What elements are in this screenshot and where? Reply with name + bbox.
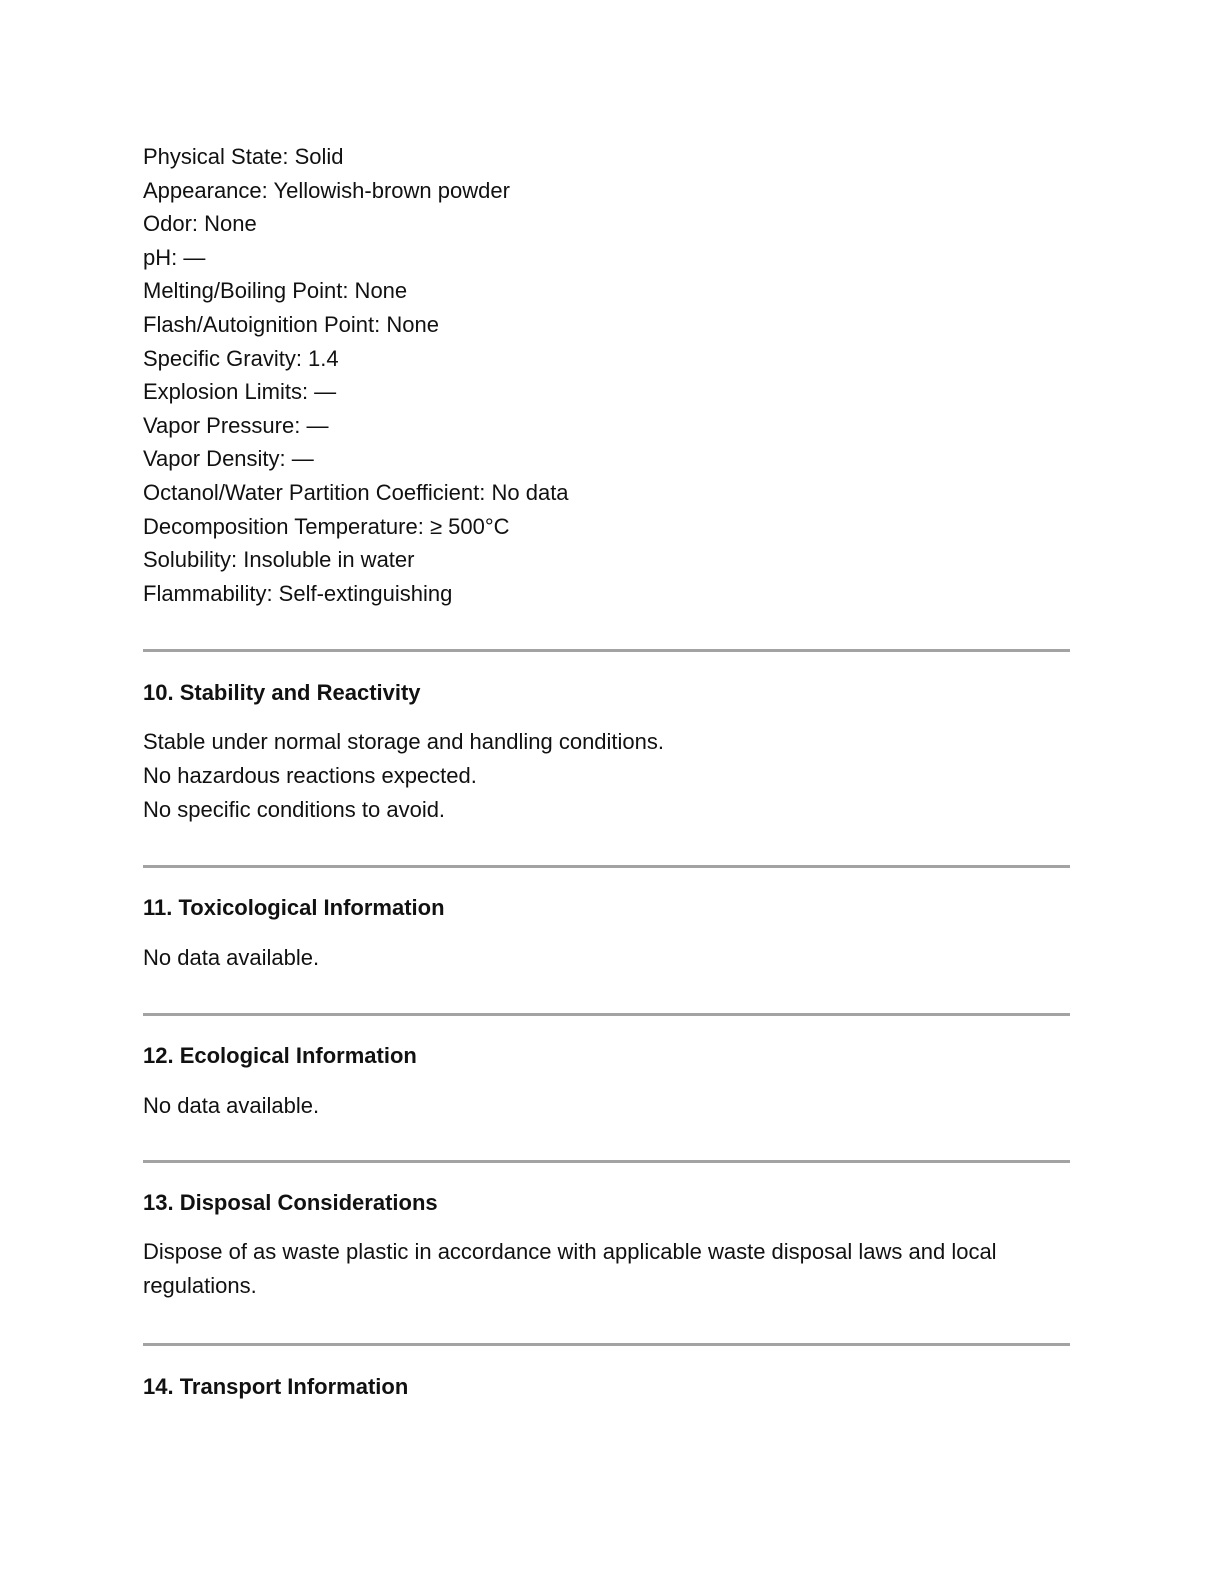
section-toxicological-information bbox=[143, 893, 1070, 975]
document-page bbox=[143, 140, 1070, 1402]
property-partition-coefficient: Octanol/Water Partition Coefficient: No data bbox=[143, 479, 569, 505]
section-stability-reactivity bbox=[143, 678, 1070, 826]
property-flash-autoignition-point: Flash/Autoignition Point: None bbox=[143, 311, 439, 337]
section-divider bbox=[143, 1160, 1070, 1163]
section-divider bbox=[143, 649, 1070, 652]
section-text-line: No specific conditions to avoid. bbox=[143, 796, 446, 822]
section-transport-information bbox=[143, 1372, 1070, 1402]
section-text-line: Stable under normal storage and handling conditions. bbox=[143, 729, 665, 755]
section-ecological-information bbox=[143, 1041, 1070, 1123]
property-specific-gravity: Specific Gravity: 1.4 bbox=[143, 345, 339, 371]
section-divider bbox=[143, 865, 1070, 868]
property-appearance: Appearance: Yellowish-brown powder bbox=[143, 177, 510, 203]
property-explosion-limits: Explosion Limits: — bbox=[143, 379, 337, 405]
section-divider bbox=[143, 1013, 1070, 1016]
section-divider bbox=[143, 1343, 1070, 1346]
section-title: 10. Stability and Reactivity bbox=[143, 680, 421, 706]
property-melting-boiling-point: Melting/Boiling Point: None bbox=[143, 278, 408, 304]
property-odor: Odor: None bbox=[143, 211, 257, 237]
property-physical-state: Physical State: Solid bbox=[143, 144, 344, 169]
property-decomposition-temperature: Decomposition Temperature: ≥ 500°C bbox=[143, 513, 510, 539]
physical-properties-list bbox=[143, 140, 1070, 610]
property-ph: pH: — bbox=[143, 244, 206, 270]
section-text: No data available. bbox=[143, 1092, 320, 1118]
section-title: 11. Toxicological Information bbox=[143, 895, 445, 921]
section-title: 14. Transport Information bbox=[143, 1374, 409, 1400]
property-solubility: Solubility: Insoluble in water bbox=[143, 547, 415, 573]
property-vapor-pressure: Vapor Pressure: — bbox=[143, 412, 329, 438]
section-disposal-considerations bbox=[143, 1188, 1070, 1303]
property-flammability: Flammability: Self-extinguishing bbox=[143, 580, 453, 606]
section-text-line: No hazardous reactions expected. bbox=[143, 762, 477, 788]
section-text: Dispose of as waste plastic in accordance with applicable waste disposal laws and local regulations. bbox=[143, 1239, 997, 1299]
property-vapor-density: Vapor Density: — bbox=[143, 446, 314, 472]
section-title: 13. Disposal Considerations bbox=[143, 1190, 438, 1216]
section-title: 12. Ecological Information bbox=[143, 1042, 417, 1068]
section-text: No data available. bbox=[143, 945, 320, 971]
